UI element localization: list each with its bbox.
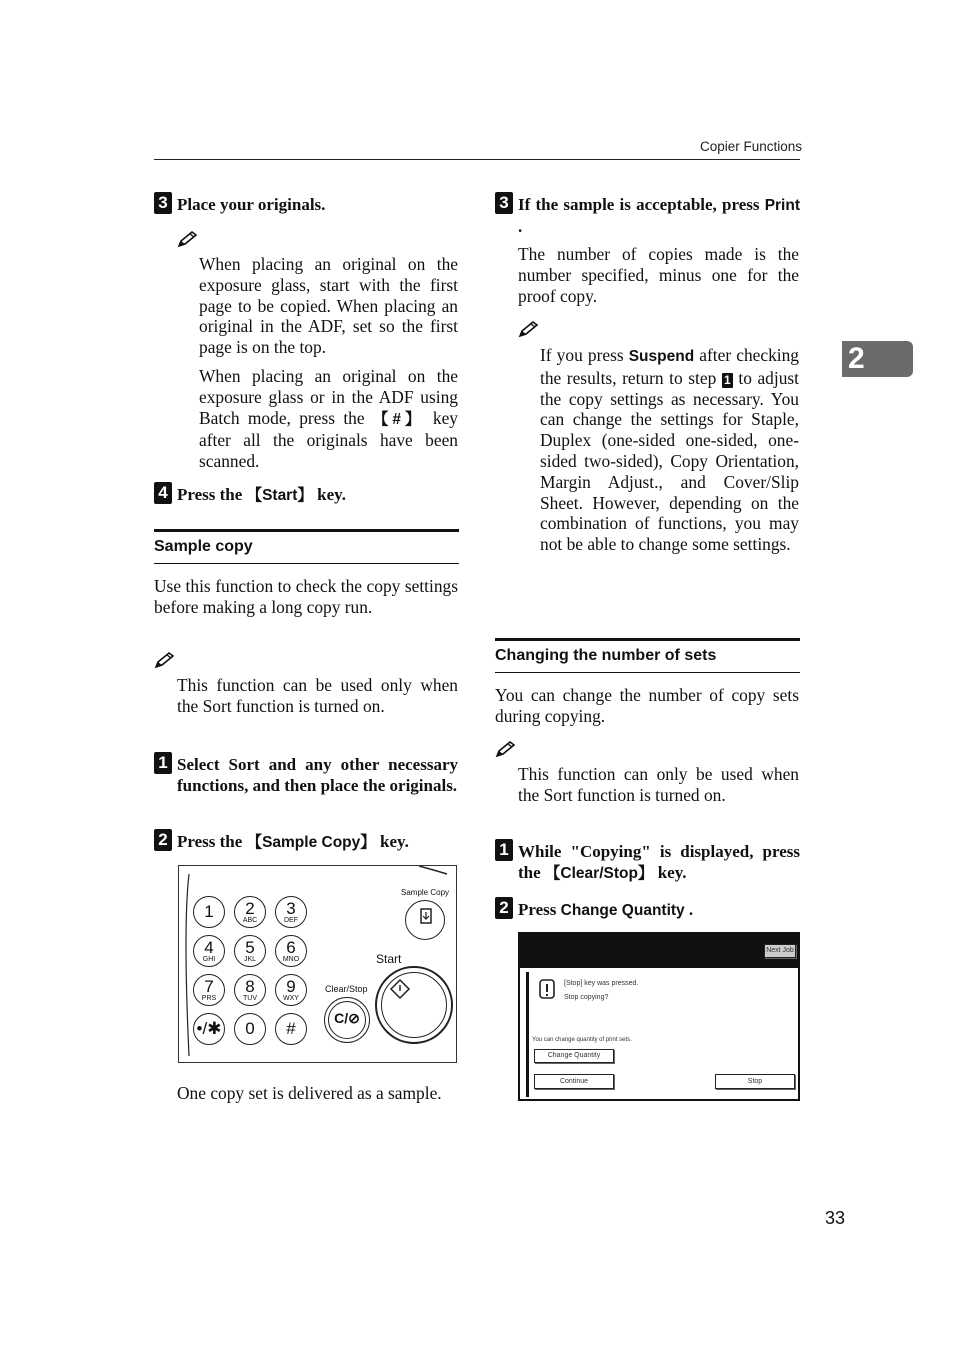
key-digit: 1 [204,902,214,921]
screen-message-2: Stop copying? [564,994,609,1001]
clear-stop-glyph: C/⊘ [334,1010,360,1026]
key-digit: 4 [204,938,214,957]
step-press-change-quantity: 2 Press Change Quantity . [495,895,800,921]
keypad-key[interactable] [275,935,307,967]
running-header: Copier Functions [700,139,803,154]
step-press-start: 4 Press the 【Start】 key. [154,480,459,506]
chapter-tab: 2 [842,341,913,377]
change-quantity-button[interactable]: Change Quantity [534,1049,614,1063]
note-text: This function can only be used when the Sort function is turned on. [518,764,799,805]
key-digit: 8 [245,977,255,996]
key-digit: 9 [286,977,296,996]
keypad-key[interactable] [234,974,266,1006]
header-rule [154,159,800,160]
hash-key: 【#】 [372,410,425,428]
key-letters: MNO [282,956,300,963]
key-letters: JKL [243,956,257,963]
step-select-sort [154,750,459,796]
section-intro: You can change the number of copy sets during copying. [495,685,799,726]
section-intro: Use this function to check the copy settings before making a long copy run. [154,576,458,617]
note-text: When placing an original on the exposure glass, start with the first page to be copied. When placing an original in the ADF, set so the first page is on the top. [199,254,458,358]
keypad-key[interactable] [275,974,307,1006]
key-letters: PRS [201,995,217,1002]
clear-stop-label: Clear/Stop [325,984,368,994]
keypad-key[interactable] [275,896,307,928]
key-digit: # [286,1019,296,1038]
start-key: 【Start】 [246,487,313,504]
keypad-key[interactable] [234,896,266,928]
print-key: Print [764,197,800,214]
note-text-batch: When placing an original on the exposure glass or in the ADF using Batch mode, press the 【#】 key after all the originals have been scanned. [199,366,458,472]
step-number: 1 [495,839,513,861]
change-quantity-key: Change Quantity [560,902,685,919]
step-number: 1 [154,752,172,774]
step-number: 3 [495,192,513,214]
note-pencil-icon [177,230,199,248]
screen-message-3: You can change quantity of print sets. [532,1037,632,1043]
warning-icon [538,978,558,1002]
sample-copy-key: 【Sample Copy】 [246,834,376,851]
section-heading-change-sets: Changing the number of sets [495,638,800,673]
key-letters: DEF [284,917,298,924]
figure-caption: One copy set is delivered as a sample. [177,1083,442,1103]
keypad-key[interactable] [193,896,225,928]
continue-button[interactable]: Continue [534,1074,614,1089]
control-panel-illustration [178,865,457,1063]
key-digit: •/✱ [196,1019,222,1038]
step-number: 2 [495,897,513,919]
suspend-key: Suspend [628,348,695,365]
key-digit: 3 [286,899,296,918]
step-number: 4 [154,482,172,504]
key-digit: 2 [245,899,255,918]
note-pencil-icon [495,740,517,758]
step-ref-badge: 1 [722,373,733,388]
note-pencil-icon [518,320,540,338]
key-letters: TUV [243,995,257,1002]
step-number: 3 [154,192,172,214]
screen-title-bar [520,934,798,968]
note-pencil-icon [154,651,176,669]
key-digit: 5 [245,938,255,957]
step-press-clear-stop: 1 While "Copying" is displayed, press the 【Clear/Stop】 key. [495,837,800,884]
step-text: Select Sort and any other necessary functions, and then place the originals. [177,755,458,795]
sample-copy-label: Sample Copy [401,888,450,897]
step-text: Place your originals. [177,195,326,214]
key-digit: 6 [286,938,296,957]
sample-copy-button[interactable] [405,900,445,940]
key-letters: WXY [283,995,299,1002]
display-panel-screenshot [518,932,800,1101]
clear-stop-key: 【Clear/Stop】 [544,865,654,882]
keypad-key[interactable] [193,1013,225,1045]
sample-copy-icon [407,901,443,937]
step-number: 2 [154,829,172,851]
key-digit: 7 [204,977,214,996]
keypad-key[interactable] [275,1013,307,1045]
next-job-button[interactable]: Next Job [764,944,796,958]
keypad-key[interactable] [193,974,225,1006]
key-letters: ABC [242,917,258,924]
step-press-print: 3 If the sample is acceptable, press Print . [495,190,800,237]
clear-stop-button[interactable] [324,997,370,1043]
keypad-key[interactable] [234,1013,266,1045]
start-button[interactable] [375,966,453,1044]
screen-message-1: [Stop] key was pressed. [564,980,639,987]
key-digit: 0 [245,1019,255,1038]
note-text: This function can be used only when the Sort function is turned on. [177,675,458,716]
key-letters: GHI [202,956,216,963]
keypad-key[interactable] [193,935,225,967]
step-result-text: The number of copies made is the number specified, minus one for the proof copy. [518,244,799,306]
page-number: 33 [825,1208,846,1228]
start-diamond-icon [389,978,411,1000]
step-press-sample-copy: 2 Press the 【Sample Copy】 key. [154,827,459,853]
keypad-key[interactable] [234,935,266,967]
section-heading-sample-copy: Sample copy [154,529,459,564]
step-place-originals [154,190,459,215]
note-text-suspend: If you press Suspend after checking the results, return to step 1 to adjust the copy settings as necessary. You can change the settings for Staple, Duplex (one-sided one-sided, one-sided two-sided), Copy Orientation, Margin Adjust., and Cover/Slip Sheet. However, depending on the combination of functions, you may not be able to change some settings. [540,345,799,555]
start-label: Start [376,952,402,966]
stop-button[interactable]: Stop [715,1074,795,1089]
